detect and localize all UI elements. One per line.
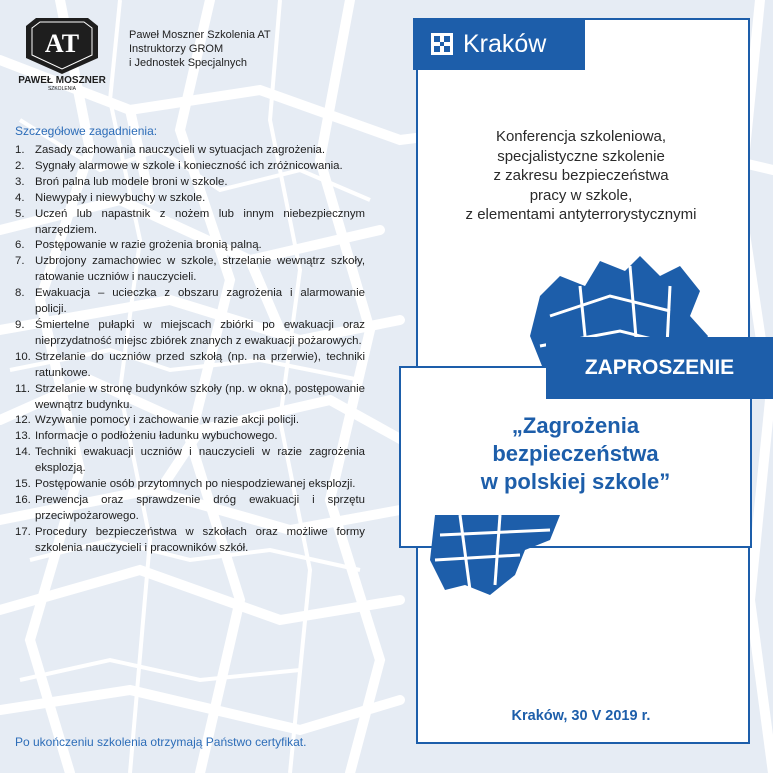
item-text: Prewencja oraz sprawdzenie dróg ewakuacji i sprzętu przeciwpożarowego.	[35, 493, 365, 522]
item-number: 14.	[15, 446, 31, 459]
list-item	[15, 382, 365, 414]
item-text: Techniki ewakuacji uczniów i nauczycieli w razie zagrożenia eksplozją.	[35, 446, 365, 475]
conference-line: z zakresu bezpieczeństwa	[493, 167, 669, 184]
event-date: Kraków, 30 V 2019 r.	[511, 708, 651, 724]
item-text: Uczeń lub napastnik z nożem lub innym niebezpiecznym narzędziem.	[35, 207, 365, 236]
item-number: 9.	[15, 318, 25, 331]
item-number: 10.	[15, 350, 31, 363]
organization-line: Paweł Moszner Szkolenia AT	[129, 29, 271, 41]
list-item	[15, 445, 365, 477]
item-text: Broń palna lub modele broni w szkole.	[35, 175, 228, 188]
item-text: Wzywanie pomocy i zachowanie w razie akcji policji.	[35, 414, 299, 427]
organization-line: i Jednostek Specjalnych	[129, 57, 248, 69]
certificate-note: Po ukończeniu szkolenia otrzymają Państwo certyfikat.	[15, 735, 307, 749]
krakow-logo-icon	[431, 33, 453, 55]
company-logo	[14, 14, 110, 90]
conference-line: Konferencja szkoleniowa,	[495, 128, 667, 145]
conference-line: z elementami antyterrorystycznymi	[465, 206, 697, 223]
item-text: Śmiertelne pułapki w miejscach zbiórki po ewakuacji oraz nieprzydatność miejsc zbiórek znanych z ewakuacji pożarowych.	[35, 318, 365, 347]
event-theme	[401, 412, 750, 496]
topics-heading: Szczegółowe zagadnienia:	[15, 124, 158, 138]
item-number: 17.	[15, 525, 31, 538]
item-number: 8.	[15, 287, 25, 300]
item-number: 5.	[15, 207, 25, 220]
item-text: Strzelanie w stronę budynków szkoły (np. w okna), postępowanie wewnątrz budynku.	[35, 382, 365, 411]
item-number: 4.	[15, 191, 25, 204]
list-item	[15, 493, 365, 525]
item-number: 6.	[15, 239, 25, 252]
list-item	[15, 175, 365, 191]
item-number: 3.	[15, 175, 25, 188]
organization-line: Instruktorzy GROM	[129, 43, 224, 55]
item-number: 16.	[15, 493, 31, 506]
item-text: Uzbrojony zamachowiec w szkole, strzelanie wewnątrz szkoły, ratowanie uczniów i nauczycieli.	[35, 255, 365, 284]
item-text: Procedury bezpieczeństwa w szkołach oraz możliwe formy szkolenia nauczycieli i pracowników szkół.	[35, 525, 365, 554]
list-item	[15, 286, 365, 318]
conference-line: specjalistyczne szkolenie	[497, 147, 665, 165]
item-number: 15.	[15, 478, 31, 491]
conference-line: pracy w szkole,	[529, 186, 633, 204]
item-number: 11.	[15, 382, 30, 395]
list-item	[15, 429, 365, 445]
organization-info	[129, 28, 271, 70]
list-item	[15, 350, 365, 382]
list-item	[15, 159, 365, 175]
list-item	[15, 525, 365, 557]
item-text: Ewakuacja – ucieczka z obszaru zagrożenia i alarmowanie policji.	[35, 287, 365, 316]
item-number: 12.	[15, 414, 31, 427]
topics-list	[15, 143, 365, 557]
svg-text:SZKOLENIA: SZKOLENIA	[47, 86, 77, 90]
invitation-banner: ZAPROSZENIE	[546, 337, 773, 399]
list-item	[15, 207, 365, 239]
city-tab	[413, 18, 585, 70]
item-text: Niewypały i niewybuchy w szkole.	[35, 191, 206, 204]
theme-line: „Zagrożenia	[511, 413, 640, 438]
svg-text:AT: AT	[44, 29, 80, 58]
list-item	[15, 413, 365, 429]
item-text: Strzelanie do uczniów przed szkołą (np. na przerwie), techniki ratunkowe.	[35, 350, 365, 379]
item-number: 7.	[15, 255, 25, 268]
item-text: Postępowanie osób przytomnych po niespodziewanej eksplozji.	[35, 478, 356, 491]
item-text: Zasady zachowania nauczycieli w sytuacjach zagrożenia.	[35, 144, 325, 156]
theme-line: bezpieczeństwa	[492, 441, 659, 466]
city-map-fragment-lower	[430, 515, 570, 595]
list-item	[15, 477, 365, 493]
list-item	[15, 191, 365, 207]
theme-line: w polskiej szkole”	[480, 469, 671, 494]
item-text: Informacje o podłożeniu ładunku wybuchowego.	[35, 430, 278, 443]
item-number: 1.	[15, 144, 25, 156]
list-item	[15, 318, 365, 350]
list-item	[15, 143, 365, 159]
item-text: Sygnały alarmowe w szkole i konieczność ich zróżnicowania.	[35, 159, 343, 172]
city-label: Kraków	[463, 29, 547, 58]
item-text: Postępowanie w razie grożenia bronią palną.	[35, 239, 262, 252]
list-item	[15, 254, 365, 286]
svg-text:PAWEŁ MOSZNER: PAWEŁ MOSZNER	[18, 75, 106, 86]
item-number: 2.	[15, 159, 25, 172]
conference-description	[418, 127, 744, 225]
item-number: 13.	[15, 430, 31, 443]
list-item	[15, 238, 365, 254]
